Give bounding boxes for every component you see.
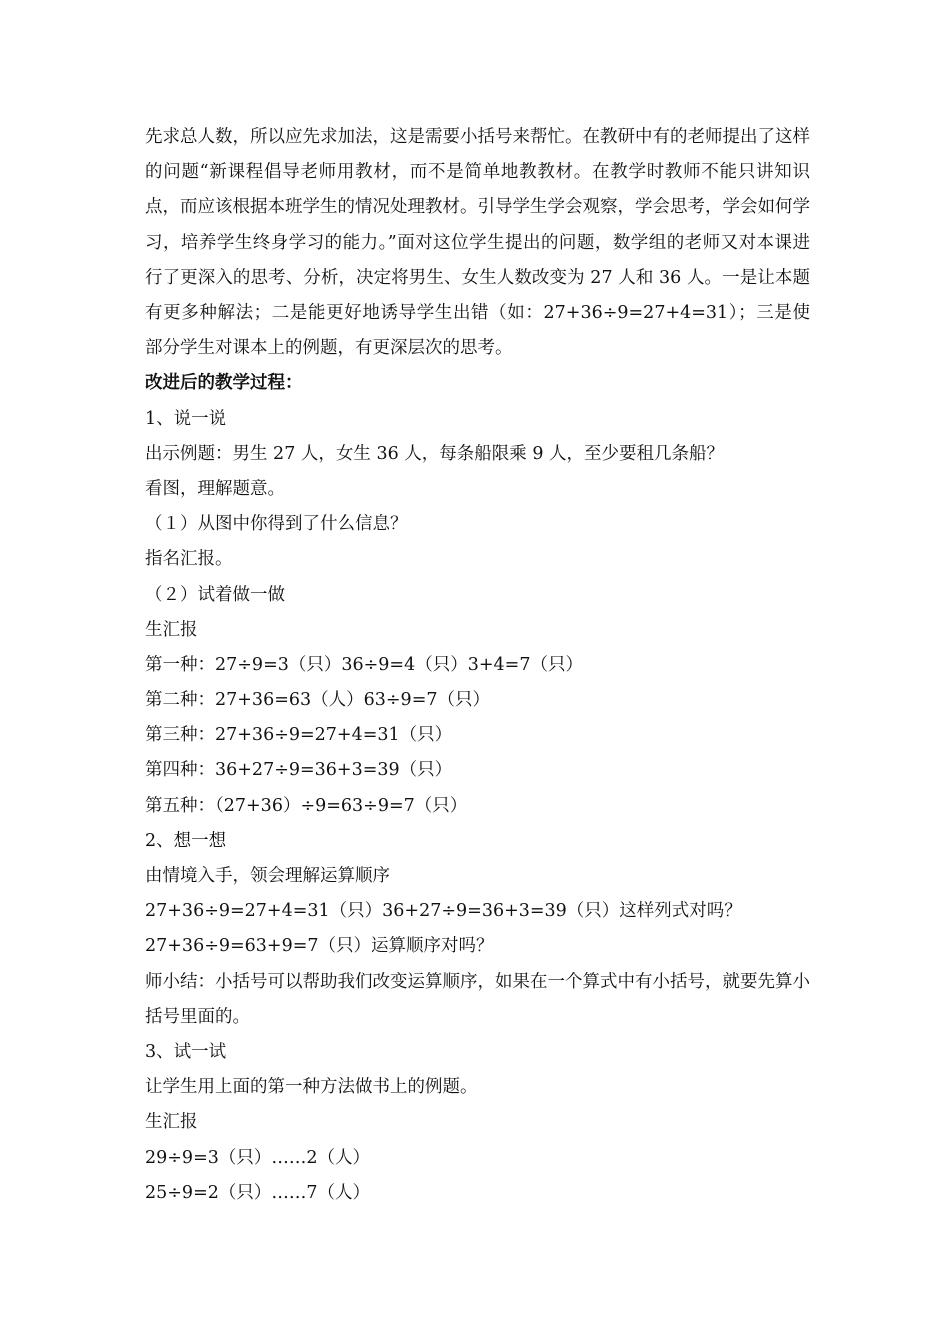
section3-report: 生汇报 bbox=[145, 1112, 198, 1133]
student-report: 生汇报 bbox=[145, 619, 198, 640]
question-1: （１）从图中你得到了什么信息？ bbox=[145, 514, 408, 535]
look-text: 看图，理解题意。 bbox=[145, 478, 285, 499]
section-heading: 改进后的教学过程： bbox=[145, 373, 303, 394]
method-2: 第二种：27+36=63（人）63÷9=7（只） bbox=[145, 690, 490, 711]
section2-intro: 由情境入手，领会理解运算顺序 bbox=[145, 866, 390, 887]
report-text: 指名汇报。 bbox=[145, 549, 233, 570]
section3-task: 让学生用上面的第一种方法做书上的例题。 bbox=[145, 1077, 478, 1098]
section2-title: 2、想一想 bbox=[145, 830, 227, 851]
section2-question-2: 27+36÷9=63+9=7（只）运算顺序对吗？ bbox=[145, 936, 494, 957]
question-2: （２）试着做一做 bbox=[145, 584, 285, 605]
method-3: 第三种：27+36÷9=27+4=31（只） bbox=[145, 725, 453, 746]
method-1: 第一种：27÷9=3（只）36÷9=4（只）3+4=7（只） bbox=[145, 654, 583, 675]
method-4: 第四种：36+27÷9=36+3=39（只） bbox=[145, 760, 453, 781]
section2-question-1: 27+36÷9=27+4=31（只）36+27÷9=36+3=39（只）这样列式对吗？ bbox=[145, 901, 742, 922]
document-page bbox=[145, 120, 810, 1211]
section1-title: 1、说一说 bbox=[145, 408, 227, 429]
section3-title: 3、试一试 bbox=[145, 1042, 227, 1063]
intro-paragraph: 先求总人数，所以应先求加法，这是需要小括号来帮忙。在教研中有的老师提出了这样的问题“新课程倡导老师用教材，而不是简单地教教材。在教学时教师不能只讲知识点，而应该根据本班学生的情况处理教材。引导学生学会观察，学会思考，学会如何学习，培养学生终身学习的能力。”面对这位学生提出的问题，数学组的老师又对本课进行了更深入的思考、分析，决定将男生、女生人数改变为 27 人和 36 人。一是让本题有更多种解法；二是能更好地诱导学生出错（如：27+36÷9=27+4=31）；三是使部分学生对课本上的例题，有更深层次的思考。 bbox=[145, 127, 810, 359]
method-5: 第五种：（27+36）÷9=63÷9=7（只） bbox=[145, 795, 468, 816]
result-1: 29÷9=3（只）……2（人） bbox=[145, 1147, 370, 1168]
example-problem: 出示例题：男生 27 人，女生 36 人，每条船限乘 9 人，至少要租几条船？ bbox=[145, 443, 725, 464]
result-2: 25÷9=2（只）……7（人） bbox=[145, 1182, 370, 1203]
teacher-summary: 师小结：小括号可以帮助我们改变运算顺序，如果在一个算式中有小括号，就要先算小括号里面的。 bbox=[145, 971, 810, 1027]
